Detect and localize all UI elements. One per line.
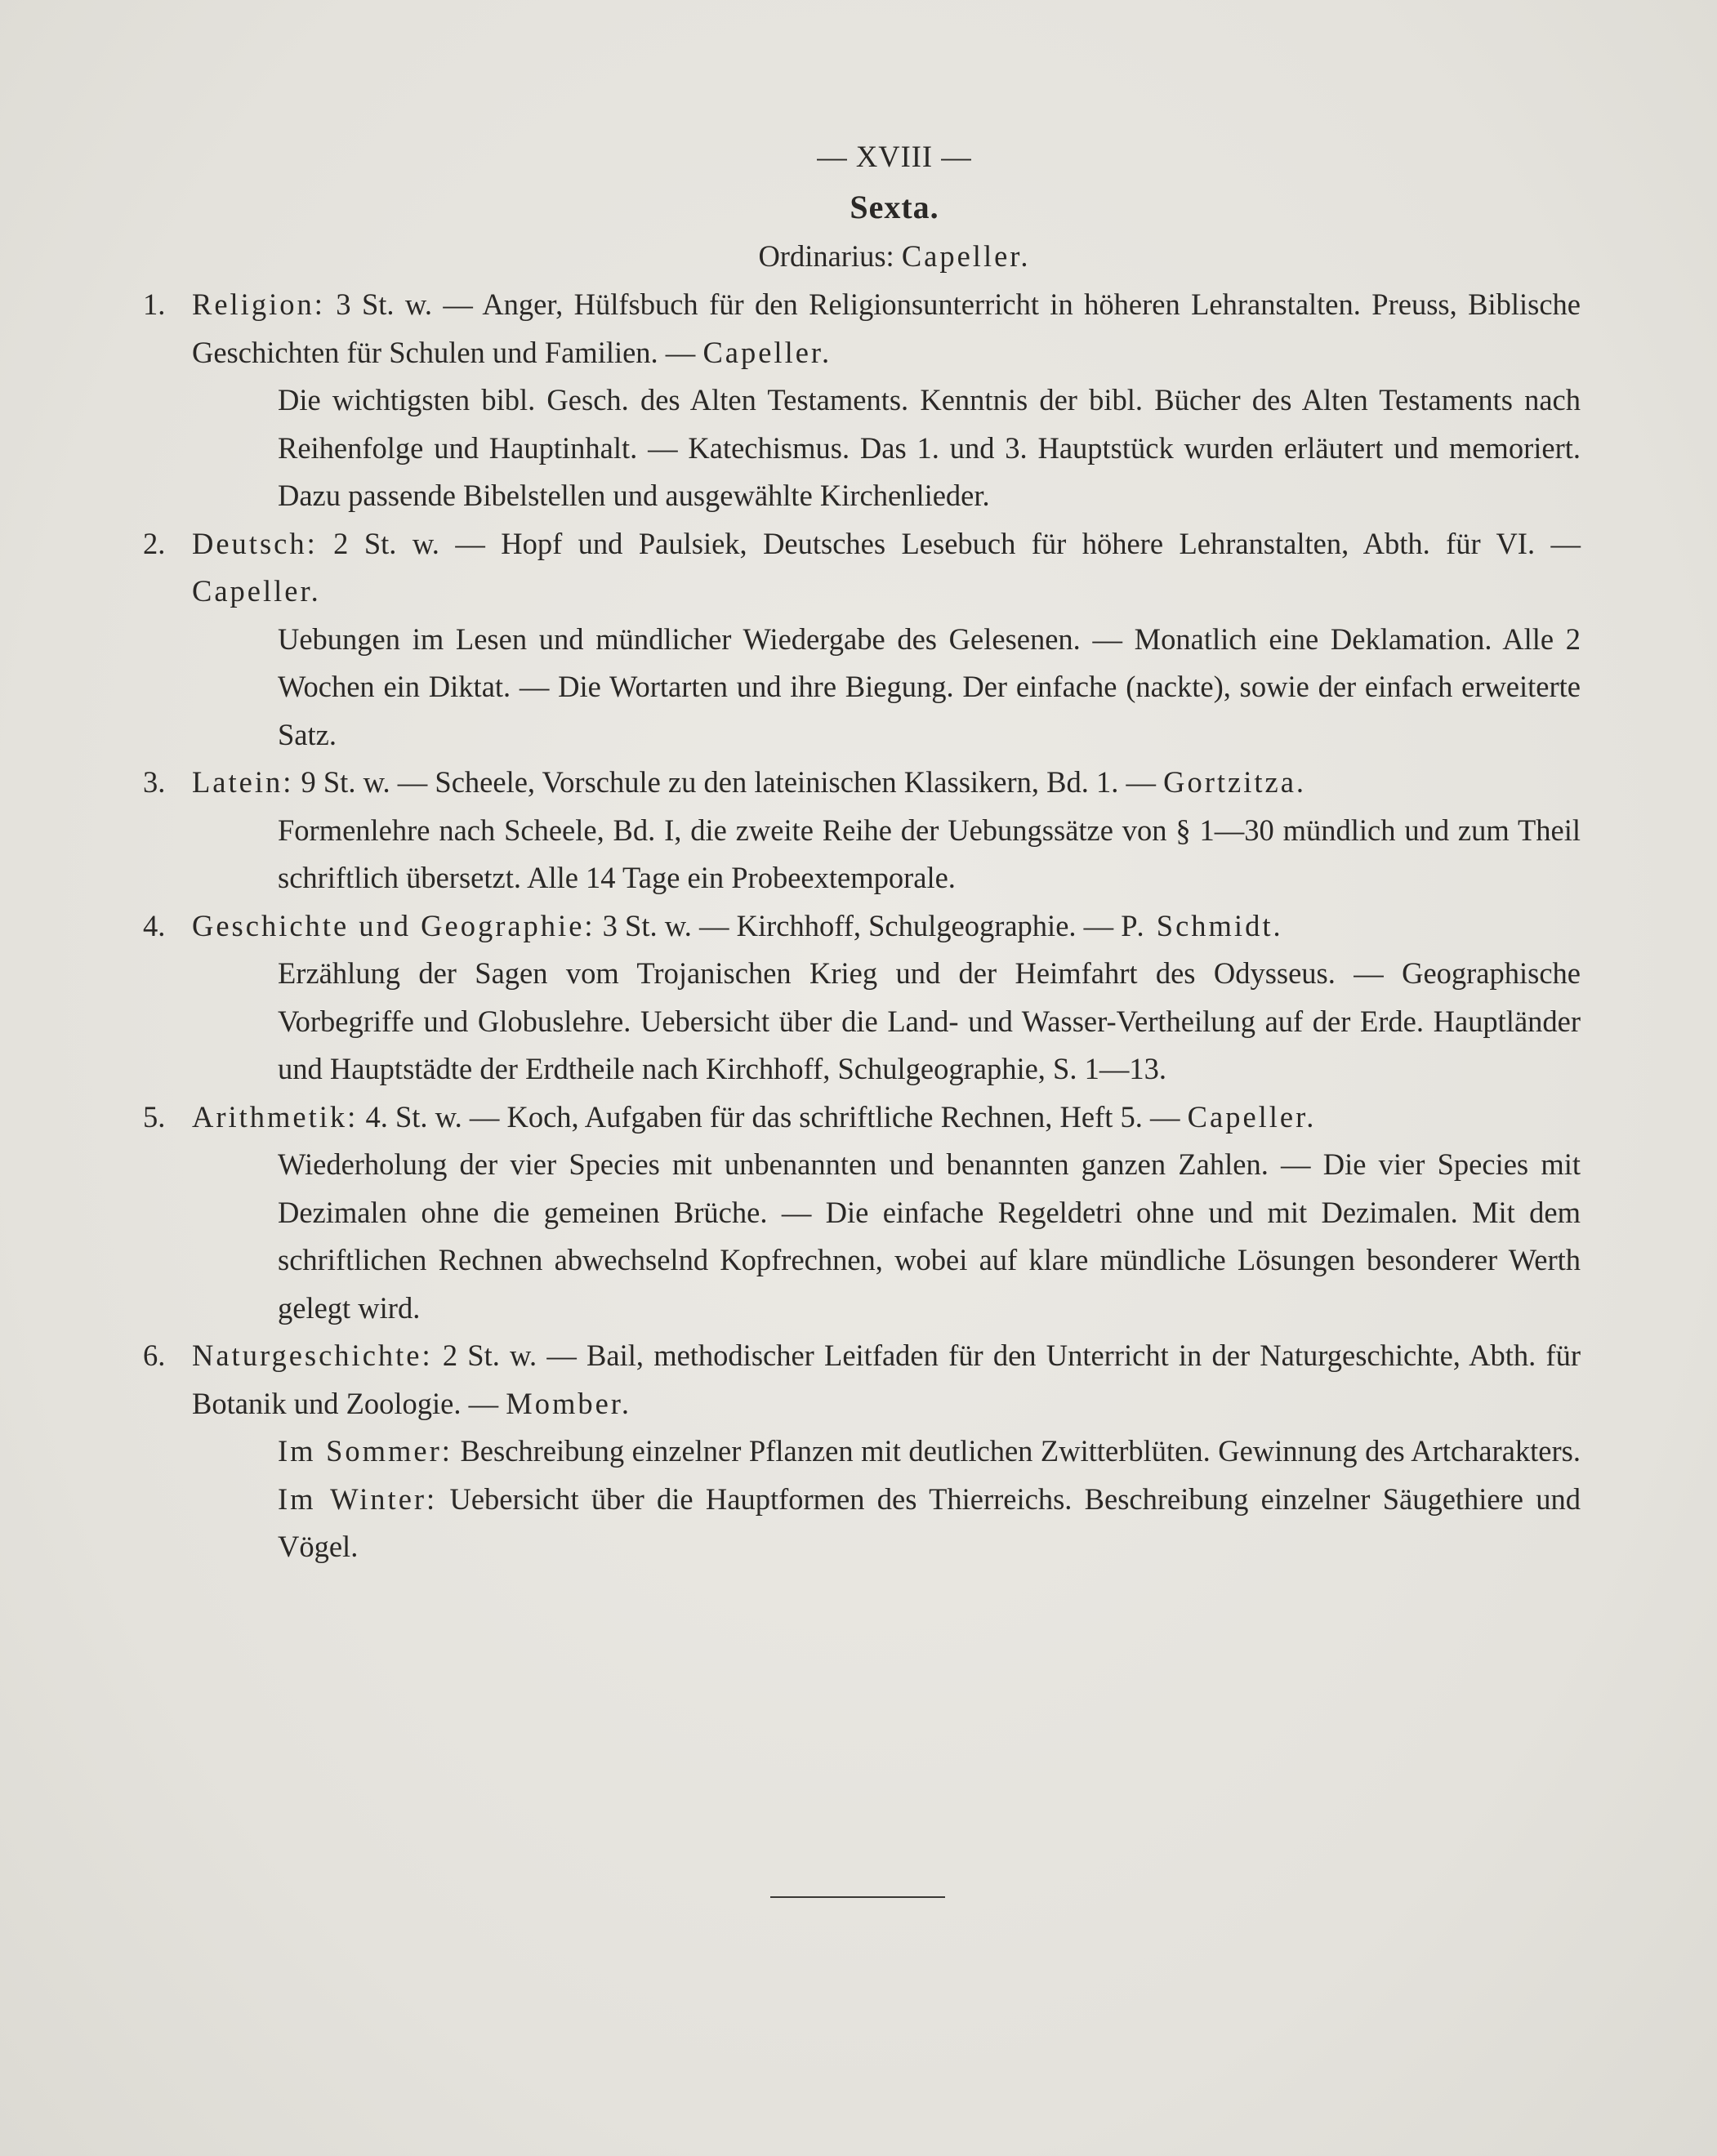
- entry-body: Erzählung der Sagen vom Trojanischen Krieg und der Heimfahrt des Odysseus. — Geographische Vorbegriffe und Globuslehre. Uebersicht über die Land- und Wasser-Vertheilung auf der Erde. Hauptländer und Hauptstädte der Erdtheile nach Kirchhoff, Schulgeographie, S. 1—13.: [278, 956, 1581, 1085]
- entry-subject: Geschichte und Geographie:: [192, 908, 595, 942]
- entry-head-text: 9 St. w. — Scheele, Vorschule zu den lateinischen Klassikern, Bd. 1. —: [301, 765, 1156, 799]
- entry-deutsch: [143, 520, 1581, 760]
- entry-subject: Arithmetik:: [192, 1099, 359, 1134]
- entry-number: 4.: [143, 908, 166, 942]
- entry-head-text: 3 St. w. — Kirchhoff, Schulgeographie. —: [602, 908, 1114, 942]
- entry-head-text: 4. St. w. — Koch, Aufgaben für das schriftliche Rechnen, Heft 5. —: [365, 1099, 1180, 1134]
- entry-head: [143, 1332, 1581, 1428]
- entry-teacher: Capeller.: [1187, 1099, 1317, 1134]
- entry-naturgeschichte: [143, 1332, 1581, 1571]
- entry-head: [143, 1094, 1581, 1142]
- winter-text: Uebersicht über die Hauptformen des Thierreichs. Beschreibung einzelner Säugethiere und Vögel.: [278, 1481, 1581, 1563]
- entry-body: Formenlehre nach Scheele, Bd. I, die zweite Reihe der Uebungssätze von § 1—30 mündlich und zum Theil schriftlich übersetzt. Alle 14 Tage ein Probeextemporale.: [278, 813, 1581, 894]
- entry-subject: Naturgeschichte:: [192, 1339, 433, 1372]
- entry-subject: Deutsch:: [192, 526, 318, 560]
- entry-head-text: 3 St. w. — Anger, Hülfsbuch für den Religionsunterricht in höheren Lehranstalten. Preuss, Biblische Geschichten für Schulen und Familien. —: [192, 287, 1581, 369]
- entry-teacher: Capeller.: [192, 574, 321, 608]
- page-number: — XVIII —: [817, 140, 972, 173]
- entry-head: [143, 520, 1581, 616]
- winter-label: Im Winter:: [278, 1481, 438, 1516]
- entry-teacher: Momber.: [506, 1386, 632, 1420]
- entry-teacher: P. Schmidt.: [1121, 908, 1283, 942]
- entry-subject: Latein:: [192, 765, 294, 799]
- summer-text: Beschreibung einzelner Pflanzen mit deutlichen Zwitterblüten. Gewinnung des Artcharakters.: [460, 1434, 1581, 1468]
- entry-body: Die wichtigsten bibl. Gesch. des Alten Testaments. Kenntnis der bibl. Bücher des Alten Testaments nach Reihenfolge und Hauptinhalt. — Katechismus. Das 1. und 3. Hauptstück wurden erläutert und memoriert. Dazu passende Bibelstellen und ausgewählte Kirchenlieder.: [278, 383, 1581, 512]
- entry-number: 3.: [143, 765, 166, 799]
- entry-number: 2.: [143, 526, 166, 560]
- entry-arithmetik: [143, 1094, 1581, 1333]
- entry-head-text: 2 St. w. — Hopf und Paulsiek, Deutsches Lesebuch für höhere Lehranstalten, Abth. für VI. —: [333, 526, 1581, 560]
- entry-head: [143, 902, 1581, 951]
- closing-rule: [770, 1896, 945, 1898]
- entry-head: [143, 281, 1581, 376]
- entry-religion: [143, 281, 1581, 520]
- entry-body: Uebungen im Lesen und mündlicher Wiedergabe des Gelesenen. — Monatlich eine Deklamation. Alle 2 Wochen ein Diktat. — Die Wortarten und ihre Biegung. Der einfache (nackte), sowie der einfach erweiterte Satz.: [278, 621, 1581, 751]
- entry-number: 5.: [143, 1099, 166, 1134]
- entry-subject: Religion:: [192, 287, 325, 321]
- entry-number: 6.: [143, 1339, 166, 1372]
- entry-teacher: Capeller.: [702, 335, 832, 369]
- entry-latein: [143, 759, 1581, 902]
- entry-head-text: 2 St. w. — Bail, methodischer Leitfaden für den Unterricht in der Naturgeschichte, Abth. für Botanik und Zoologie. —: [192, 1339, 1581, 1420]
- entry-head: [143, 759, 1581, 807]
- ordinarius-label: Ordinarius:: [758, 239, 894, 273]
- section-title: Sexta.: [850, 189, 939, 225]
- entry-number: 1.: [143, 287, 166, 321]
- ordinarius-line: [208, 232, 1581, 281]
- entry-teacher: Gortzitza.: [1163, 765, 1307, 799]
- ordinarius-name: Capeller.: [901, 239, 1031, 273]
- entry-geschichte: [143, 902, 1581, 1094]
- entry-body: [143, 1428, 1581, 1571]
- summer-label: Im Sommer:: [278, 1434, 453, 1468]
- text-block: [143, 131, 1581, 1571]
- entry-body: Wiederholung der vier Species mit unbenannten und benannten ganzen Zahlen. — Die vier Species mit Dezimalen ohne die gemeinen Brüche. — Die einfache Regeldetri ohne und mit Dezimalen. Mit dem schriftlichen Rechnen abwechselnd Kopfrechnen, wobei auf klare mündliche Lösungen besonderer Werth gelegt wird.: [278, 1147, 1581, 1325]
